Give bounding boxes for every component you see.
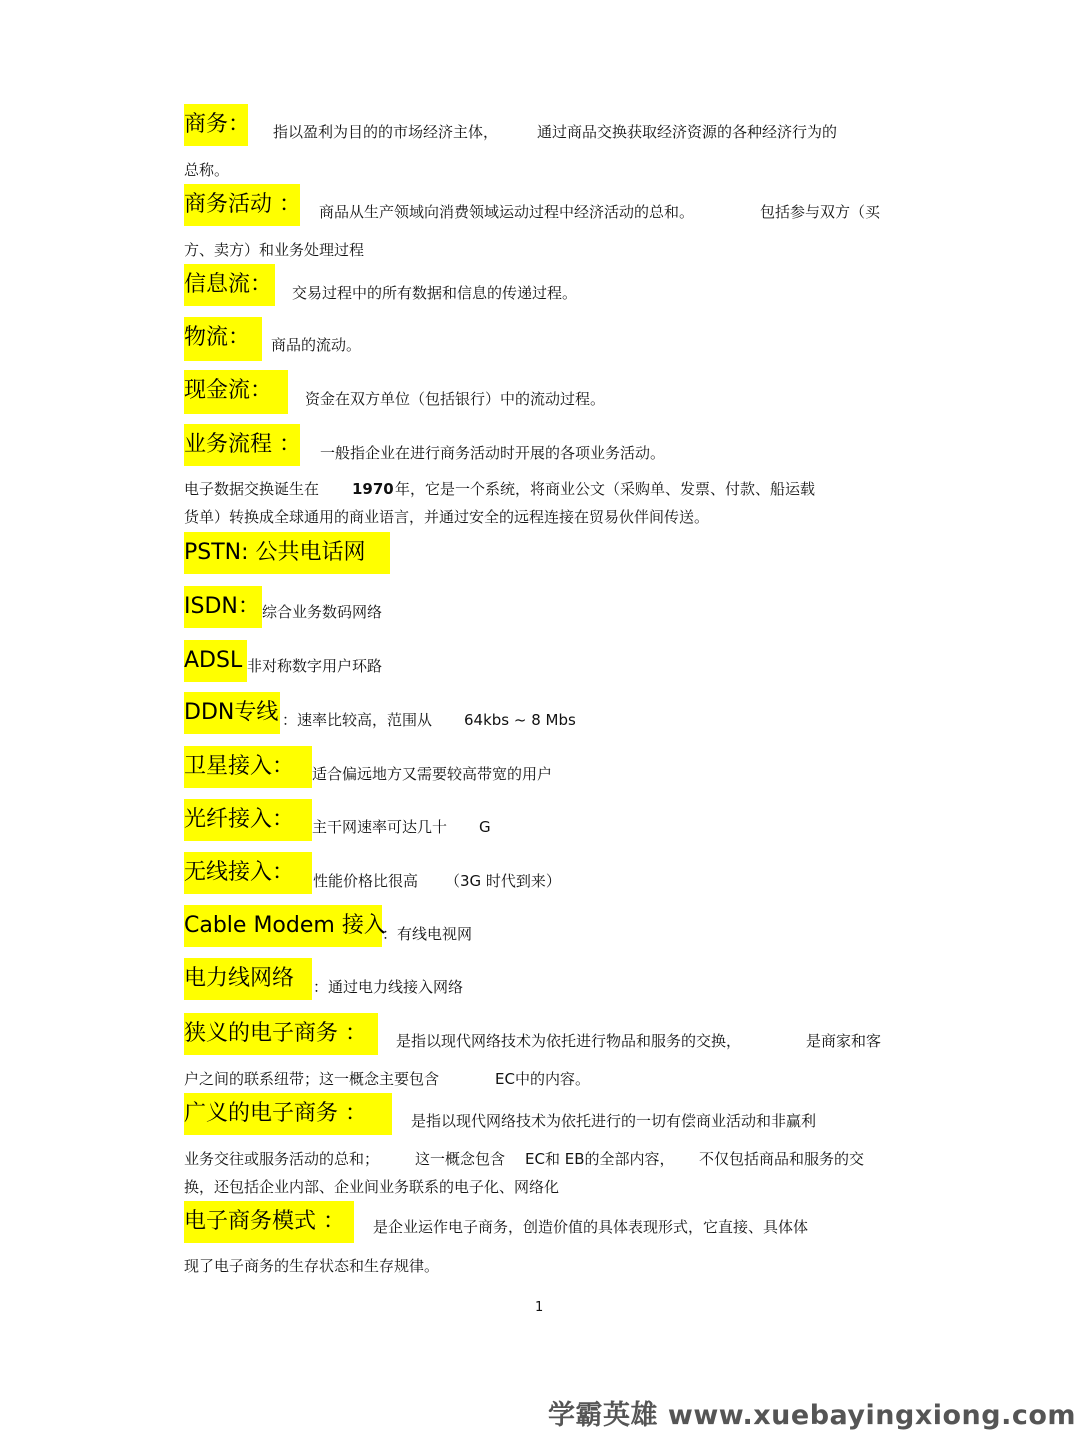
def-guangyi-cont1-d: 不仅包括商品和服务的交 bbox=[699, 1150, 865, 1168]
def-isdn: 综合业务数码网络 bbox=[262, 603, 383, 621]
def-xiayi-cont-a: 户之间的联系纽带；这一概念主要包含 bbox=[184, 1070, 440, 1088]
term-guangyi: 广义的电子商务 ： bbox=[184, 1093, 392, 1135]
def-wuxian-2: （3G 时代到来） bbox=[445, 872, 561, 890]
term-ddn: DDN专线 bbox=[184, 692, 280, 734]
watermark: 学霸英雄 www.xuebayingxiong.com bbox=[548, 1400, 1077, 1431]
term-wuxian: 无线接入： bbox=[184, 852, 312, 894]
term-cable-modem: Cable Modem 接入 bbox=[184, 905, 382, 947]
term-weixing: 卫星接入： bbox=[184, 746, 312, 788]
term-dianlixian: 电力线网络 bbox=[184, 958, 312, 1000]
edi-line1-b: 年，它是一个系统，将商业公文（采购单、发票、付款、船运载 bbox=[395, 480, 816, 498]
def-wuliu: 商品的流动。 bbox=[271, 336, 362, 354]
term-shangwu-huodong: 商务活动 ： bbox=[184, 184, 300, 226]
term-xinxiliu: 信息流： bbox=[184, 264, 275, 306]
def-ddn-1: ：速率比较高，范围从 bbox=[282, 711, 433, 729]
term-guangxian: 光纤接入： bbox=[184, 799, 312, 841]
def-shangwu-cont: 总称。 bbox=[184, 161, 230, 179]
def-guangyi-cont2: 换，还包括企业内部、企业间业务联系的电子化、网络化 bbox=[184, 1178, 560, 1196]
term-xiayi: 狭义的电子商务 ： bbox=[184, 1013, 378, 1055]
edi-line2: 货单）转换成全球通用的商业语言，并通过安全的远程连接在贸易伙伴间传送。 bbox=[184, 508, 710, 526]
def-guangyi-cont1-a: 业务交往或服务活动的总和； bbox=[184, 1150, 380, 1168]
def-xiayi-1: 是指以现代网络技术为依托进行物品和服务的交换， bbox=[396, 1032, 742, 1050]
def-guangxian-1: 主干网速率可达几十 bbox=[312, 818, 448, 836]
term-shangwu: 商务： bbox=[184, 104, 248, 146]
term-moshi: 电子商务模式 ： bbox=[184, 1201, 354, 1243]
def-xiayi-2: 是商家和客 bbox=[806, 1032, 882, 1050]
edi-line1-a: 电子数据交换诞生在 bbox=[184, 480, 320, 498]
def-shangwu-1: 指以盈利为目的的市场经济主体， bbox=[273, 123, 499, 141]
def-shangwu-huodong-1: 商品从生产领域向消费领域运动过程中经济活动的总和。 bbox=[319, 203, 695, 221]
def-guangyi-cont1-c: EC和 EB的全部内容， bbox=[525, 1150, 675, 1168]
def-guangyi-cont1-b: 这一概念包含 bbox=[415, 1150, 506, 1168]
def-dianlixian: ：通过电力线接入网络 bbox=[313, 978, 464, 996]
def-adsl: 非对称数字用户环路 bbox=[247, 657, 383, 675]
def-shangwu-huodong-2: 包括参与双方（买 bbox=[760, 203, 881, 221]
term-adsl: ADSL bbox=[184, 640, 247, 682]
def-xianjinliu: 资金在双方单位（包括银行）中的流动过程。 bbox=[305, 390, 606, 408]
def-yewu-liucheng: 一般指企业在进行商务活动时开展的各项业务活动。 bbox=[320, 444, 666, 462]
term-yewu-liucheng: 业务流程 ： bbox=[184, 424, 300, 466]
def-xiayi-cont-b: EC中的内容。 bbox=[495, 1070, 590, 1088]
def-ddn-2: 64kbs ~ 8 Mbs bbox=[464, 711, 576, 729]
def-moshi-cont: 现了电子商务的生存状态和生存规律。 bbox=[184, 1257, 440, 1275]
page-number: 1 bbox=[535, 1300, 544, 1315]
def-guangyi: 是指以现代网络技术为依托进行的一切有偿商业活动和非赢利 bbox=[411, 1112, 817, 1130]
def-shangwu-huodong-cont: 方、卖方）和业务处理过程 bbox=[184, 241, 365, 259]
term-pstn: PSTN: 公共电话网 bbox=[184, 532, 390, 574]
def-moshi: 是企业运作电子商务，创造价值的具体表现形式，它直接、具体体 bbox=[373, 1218, 809, 1236]
term-xianjinliu: 现金流： bbox=[184, 370, 288, 414]
def-weixing: 适合偏远地方又需要较高带宽的用户 bbox=[312, 765, 553, 783]
def-guangxian-2: G bbox=[479, 818, 491, 836]
def-shangwu-2: 通过商品交换获取经济资源的各种经济行为的 bbox=[537, 123, 838, 141]
def-xinxiliu: 交易过程中的所有数据和信息的传递过程。 bbox=[292, 284, 578, 302]
def-cable-modem: ：有线电视网 bbox=[382, 925, 473, 943]
edi-year: 1970 bbox=[352, 480, 394, 498]
def-wuxian-1: 性能价格比很高 bbox=[313, 872, 419, 890]
term-isdn: ISDN： bbox=[184, 586, 262, 628]
term-wuliu: 物流： bbox=[184, 317, 262, 361]
